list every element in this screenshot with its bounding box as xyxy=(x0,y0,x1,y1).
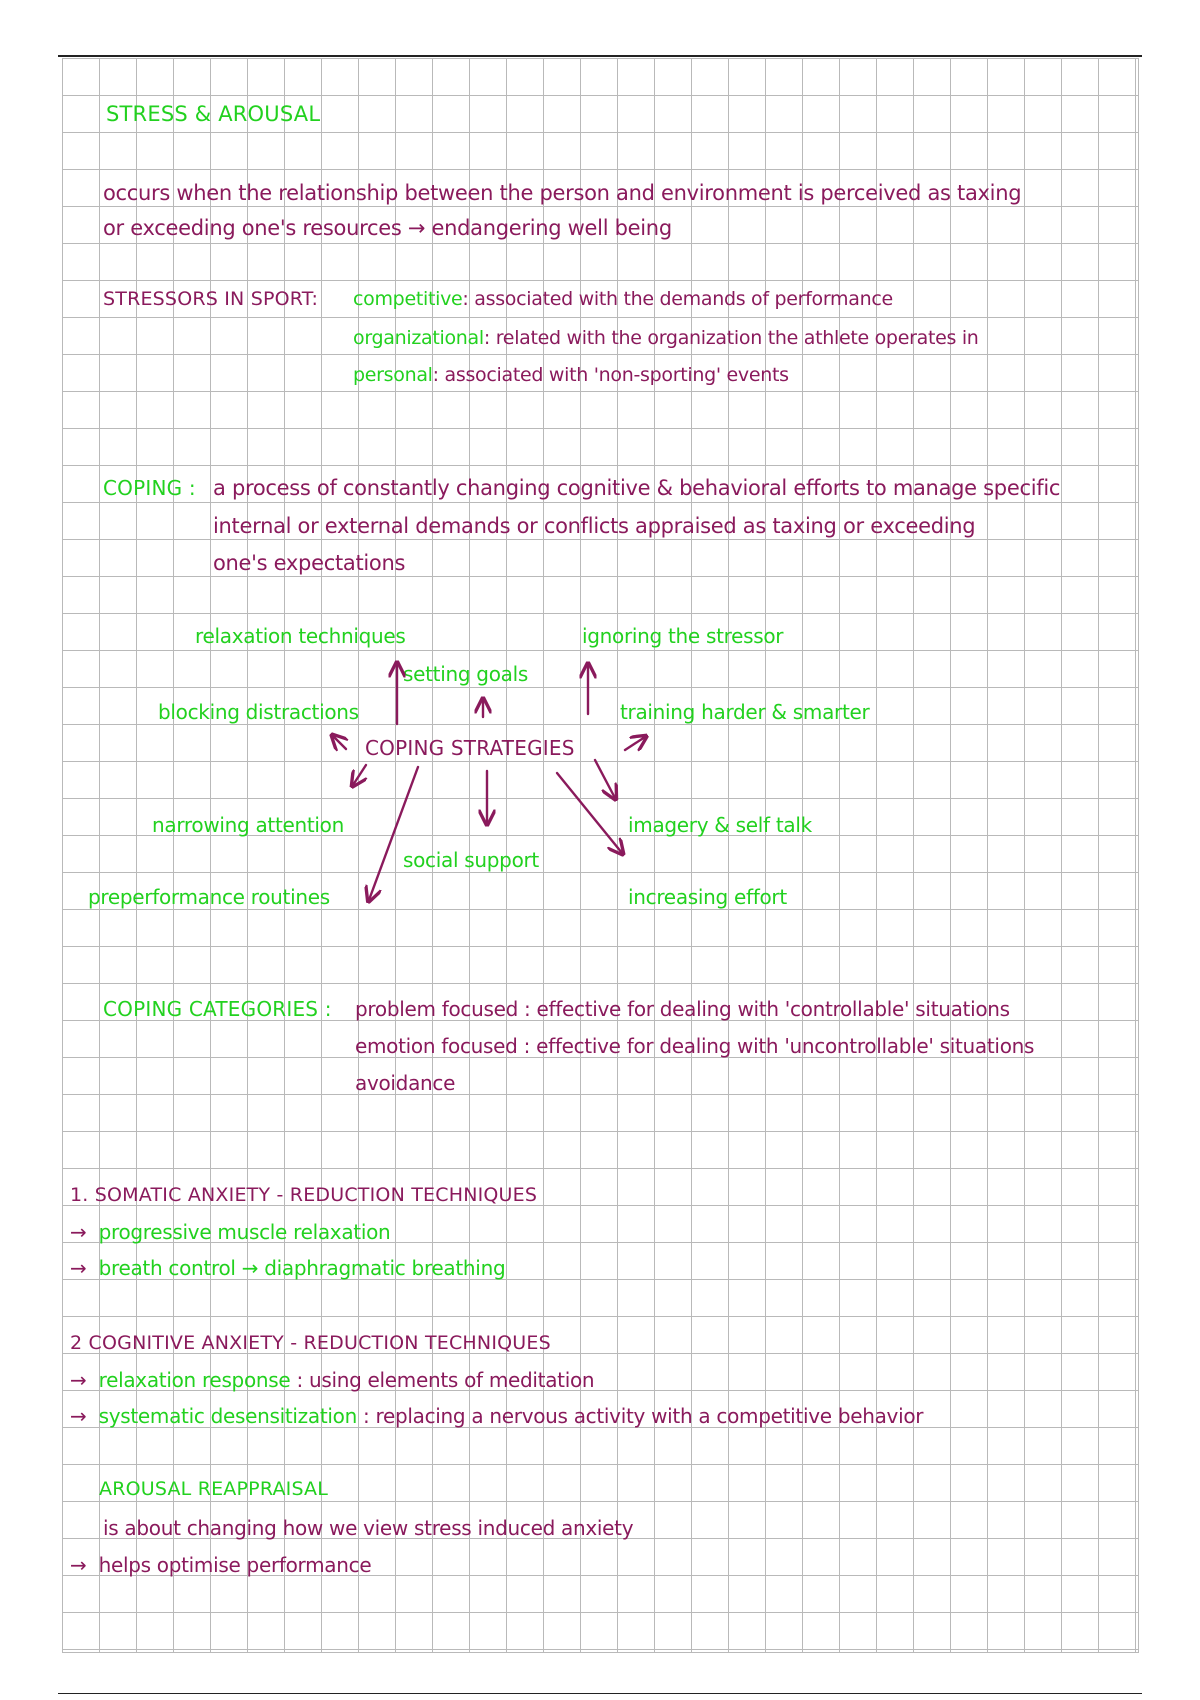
cognitive-item1-desc: : using elements of meditation xyxy=(296,1368,595,1392)
stress-definition-line2: or exceeding one's resources → endangering well being xyxy=(103,216,672,240)
reappraisal-line2-row xyxy=(70,1555,371,1575)
strategy-increasing-effort: increasing effort xyxy=(628,885,787,909)
coping-line2: internal or external demands or conflicts appraised as taxing or exceeding xyxy=(213,514,976,538)
somatic-heading: 1. SOMATIC ANXIETY - REDUCTION TECHNIQUES xyxy=(70,1184,538,1206)
strategy-training-harder: training harder & smarter xyxy=(620,700,870,724)
arrow-bullet: → xyxy=(70,1553,87,1577)
somatic-item2 xyxy=(70,1258,505,1278)
arrow-to-training-harder xyxy=(625,737,645,750)
coping-line1: a process of constantly changing cognitive & behavioral efforts to manage specific xyxy=(213,476,1061,500)
stress-definition-line1: occurs when the relationship between the person and environment is perceived as taxing xyxy=(103,181,1022,205)
somatic-item2-text: breath control → diaphragmatic breathing xyxy=(98,1256,506,1280)
arrow-to-narrowing-attention xyxy=(353,765,366,785)
categories-line2: emotion focused : effective for dealing with 'uncontrollable' situations xyxy=(355,1034,1035,1058)
somatic-item1-text: progressive muscle relaxation xyxy=(98,1220,391,1244)
coping-strategies-center: COPING STRATEGIES xyxy=(365,736,575,760)
stressor-desc: : associated with the demands of performance xyxy=(462,288,893,310)
strategy-blocking-distractions: blocking distractions xyxy=(158,700,359,724)
reappraisal-line1: is about changing how we view stress induced anxiety xyxy=(103,1516,634,1540)
stressor-desc: : related with the organization the athlete operates in xyxy=(483,327,979,349)
cognitive-item2-desc: : replacing a nervous activity with a competitive behavior xyxy=(363,1404,924,1428)
strategy-relaxation-techniques: relaxation techniques xyxy=(195,624,406,648)
arrow-bullet: → xyxy=(70,1404,87,1428)
arrow-to-increasing-effort xyxy=(557,773,622,853)
arrow-bullet: → xyxy=(70,1220,87,1244)
stress-heading: STRESS & AROUSAL xyxy=(106,102,321,126)
reappraisal-line2: helps optimise performance xyxy=(98,1553,372,1577)
arrow-to-imagery-self-talk xyxy=(595,760,615,798)
cognitive-item1-term: relaxation response xyxy=(98,1368,291,1392)
strategy-preperformance-routines: preperformance routines xyxy=(88,885,330,909)
strategy-narrowing-attention: narrowing attention xyxy=(152,813,344,837)
categories-line3: avoidance xyxy=(355,1071,456,1095)
cognitive-item2 xyxy=(70,1406,923,1426)
arrow-bullet: → xyxy=(70,1256,87,1280)
somatic-item1 xyxy=(70,1222,390,1242)
strategy-imagery-self-talk: imagery & self talk xyxy=(628,813,812,837)
arrow-to-blocking-distractions xyxy=(333,736,346,749)
stressor-desc: : associated with 'non-sporting' events xyxy=(432,364,789,386)
strategy-social-support: social support xyxy=(403,848,539,872)
coping-line3: one's expectations xyxy=(213,551,406,575)
categories-label: COPING CATEGORIES : xyxy=(103,997,332,1021)
categories-line1: problem focused : effective for dealing with 'controllable' situations xyxy=(355,997,1010,1021)
cognitive-item1 xyxy=(70,1370,594,1390)
arrow-to-preperformance-routines xyxy=(369,767,418,900)
stressor-term: organizational xyxy=(353,327,484,349)
stressor-term: personal xyxy=(353,364,433,386)
strategy-setting-goals: setting goals xyxy=(403,662,528,686)
stressors-label: STRESSORS IN SPORT: xyxy=(103,288,319,310)
stressor-term: competitive xyxy=(353,288,463,310)
coping-label: COPING : xyxy=(103,476,196,500)
arrow-bullet: → xyxy=(70,1368,87,1392)
cognitive-heading: 2 COGNITIVE ANXIETY - REDUCTION TECHNIQUES xyxy=(70,1332,551,1354)
strategy-ignoring-stressor: ignoring the stressor xyxy=(582,624,784,648)
cognitive-item2-term: systematic desensitization xyxy=(98,1404,357,1428)
reappraisal-heading: AROUSAL REAPPRAISAL xyxy=(99,1478,329,1500)
